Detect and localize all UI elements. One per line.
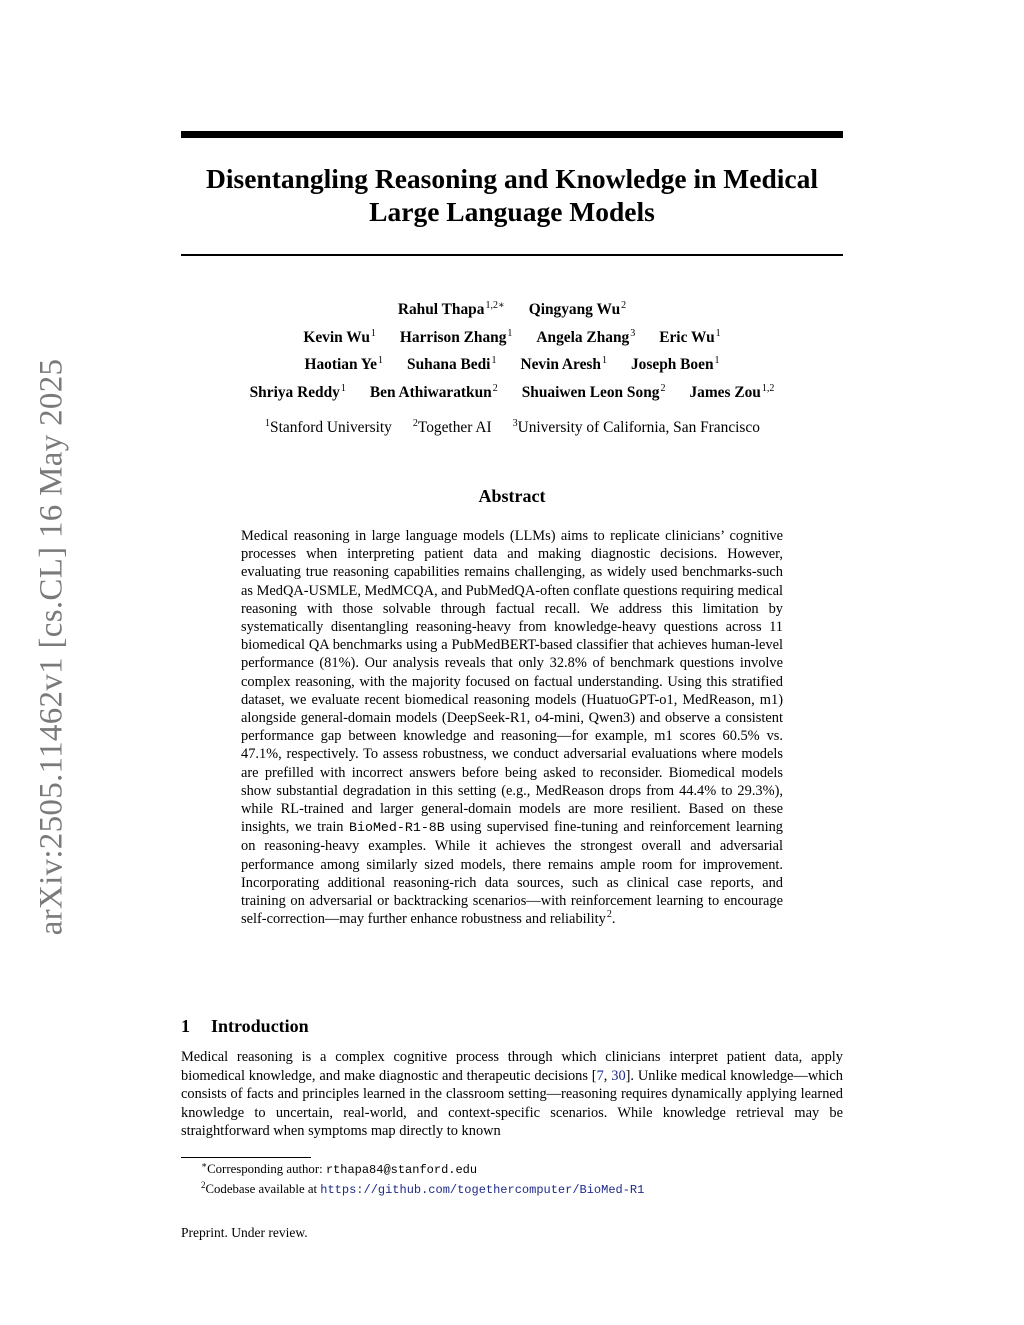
author: Ben Athiwaratkun$^2$ (369, 382, 498, 401)
author: Harrison Zhang$^1$ (399, 327, 513, 346)
author: Shuaiwen Leon Song$^2$ (521, 382, 666, 401)
abstract-body: Medical reasoning in large language models (LLMs) aims to replicate clinicians’ cognitive processes when interpreting patient data and making diagnostic decisions. However, evaluating true reasoning capabilities remains challenging, as widely used benchmarks-such as MedQA-USMLE, MedMCQA, and PubMedQA-often conflate questions requiring medical reasoning with those solvable through factual recall. We address this limitation by systematically disentangling reasoning-heavy from knowledge-heavy questions across 11 biomedical QA benchmarks using a PubMedBERT-based classifier that achieves human-level performance (81%). Our analysis reveals that only 32.8% of benchmark questions involve complex reasoning, with the majority focused on factual understanding. Using this stratified dataset, we evaluate recent biomedical reasoning models (HuatuoGPT-o1, MedReason, m1) alongside general-domain models (DeepSeek-R1, o4-mini, Qwen3) and observe a consistent performance gap between knowledge and reasoning—for example, m1 scores 60.5% vs. 47.1%, respectively. To assess robustness, we conduct adversarial evaluations where models are prefilled with incorrect answers before being asked to reconsider. Biomedical models show substantial degradation in this setting (e.g., MedReason drops from 44.4% to 29.3%), while RL-trained and larger general-domain models are more resilient. Based on these insights, we train BioMed-R1-8B using supervised fine-tuning and reinforcement learning on reasoning-heavy examples. While it achieves the strongest overall and adversarial performance among similarly sized models, there remains ample room for improvement. Incorporating additional reasoning-rich data sources, such as clinical case reports, and training on adversarial or backtracking scenarios—with reinforcement learning to encourage self-correction—may further enhance robustness and reliability$^2$. (241, 528, 783, 928)
title-rule-top (181, 131, 843, 138)
affiliation: $^1$Stanford University (265, 418, 392, 436)
author-line-4 (181, 381, 843, 409)
email-address: rthapa84@stanford.edu (325, 1163, 478, 1177)
author: Angela Zhang$^3$ (536, 327, 636, 346)
author: Qingyang Wu$^2$ (528, 300, 627, 318)
footnote-codebase: $^2$Codebase available at https://github.com/togethercomputer/BioMed-R1 (201, 1180, 645, 1197)
footnote-ref[interactable]: 2 (606, 909, 612, 921)
arxiv-identifier-stamp (28, 352, 76, 942)
author: Nevin Aresh$^1$ (520, 355, 607, 373)
author: Eric Wu$^1$ (659, 327, 721, 346)
author: Suhana Bedi$^1$ (407, 355, 497, 373)
citation-link[interactable]: 7 (596, 1067, 604, 1084)
affiliation: $^2$Together AI (412, 418, 492, 436)
title-rule-bottom (181, 254, 843, 256)
paper-title: Disentangling Reasoning and Knowledge in Medical Large Language Models (206, 163, 818, 227)
author: Haotian Ye$^1$ (304, 355, 384, 373)
author: Joseph Boen$^1$ (630, 355, 720, 373)
abstract-heading: Abstract (478, 486, 546, 506)
affiliations (181, 418, 843, 438)
footnotes (200, 1160, 840, 1200)
citation-link[interactable]: 30 (611, 1067, 626, 1084)
section-heading-introduction: 1 Introduction (181, 1016, 309, 1036)
footnote-corresponding-author: ∗Corresponding author: rthapa84@stanford.edu (201, 1160, 478, 1177)
arxiv-id-text: arXiv:2505.11462v1 [cs.CL] 16 May 2025 (33, 358, 70, 936)
author: Rahul Thapa$^{1,2∗}$ (397, 300, 505, 318)
author: Kevin Wu$^1$ (303, 327, 376, 346)
author-block (181, 298, 843, 408)
author-line-1 (181, 298, 843, 326)
author-line-2 (181, 326, 843, 354)
author: Shriya Reddy$^1$ (249, 382, 346, 401)
affiliation: $^3$University of California, San Francisco (512, 418, 760, 436)
model-name-code: BioMed-R1-8B (349, 820, 445, 836)
codebase-link[interactable]: https://github.com/togethercomputer/BioMed-R1 (320, 1183, 645, 1197)
author-line-3 (181, 353, 843, 381)
preprint-note: Preprint. Under review. (181, 1225, 308, 1240)
footnote-rule (181, 1157, 311, 1158)
introduction-body: Medical reasoning is a complex cognitive process through which clinicians interpret patient data, apply biomedical knowledge, and make diagnostic and therapeutic decisions [7, 30]. Unlike medical knowledge—which consists of facts and principles learned in the classroom setting—reasoning requires dynamically applying learned knowledge to uncertain, real-world, and context-specific scenarios. While knowledge retrieval may be straightforward when symptoms map directly to known (181, 1049, 843, 1140)
author: James Zou$^{1,2}$ (689, 382, 775, 401)
